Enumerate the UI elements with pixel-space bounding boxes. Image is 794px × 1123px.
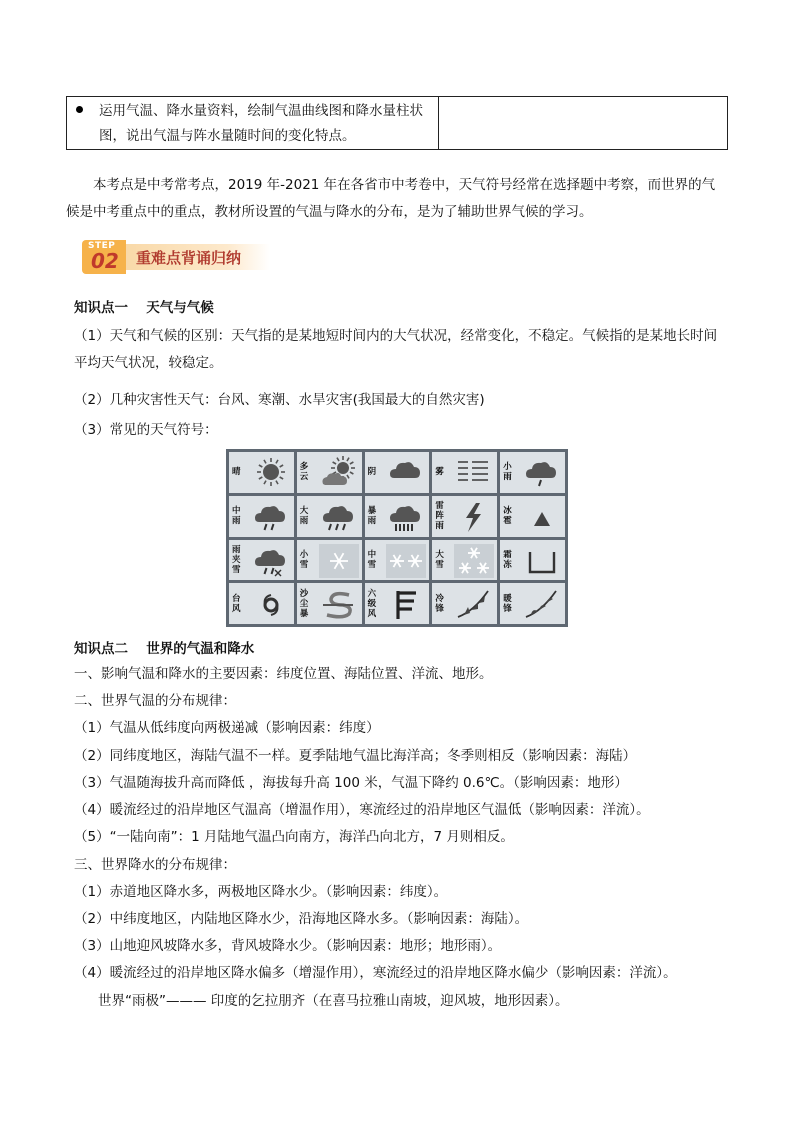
list-item: （3）常见的天气符号： [74, 422, 218, 438]
weather-symbol-cell [500, 496, 565, 537]
rainstorm-icon [386, 500, 426, 534]
weather-symbol-label: 雾 [435, 467, 444, 478]
weather-symbol-cell [500, 452, 565, 493]
weather-symbol-label: 暴雨 [367, 506, 377, 527]
weather-symbol-label: 沙尘暴 [299, 588, 309, 619]
intro-paragraph: 本考点是中考常考点，2019 年-2021 年在各省市中考卷中，天气符号经常在选择题中考察，而世界的气候是中考重点中的重点，教材所设置的气温与降水的分布，是为了辅助世界气候的学习。 [66, 177, 716, 220]
weather-symbol-label: 中雪 [367, 549, 377, 570]
weather-symbol-cell [500, 540, 565, 581]
weather-symbol-label: 六级风 [367, 588, 377, 619]
fog-icon [454, 456, 494, 490]
weather-symbol-label: 大雪 [435, 549, 444, 570]
step-title: 重难点背诵归纳 [136, 249, 242, 267]
wind-force-6-icon [386, 587, 426, 621]
weather-symbol-label: 阴 [367, 467, 377, 478]
light-rain-icon [522, 456, 562, 490]
bullet-icon [76, 106, 83, 113]
list-item: （1）天气和气候的区别：天气指的是某地短时间内的大气状况，经常变化，不稳定。气候指的是某地长时间平均天气状况，较稳定。 [74, 328, 718, 371]
weather-symbol-cell [432, 583, 497, 624]
empty-cell [439, 97, 727, 149]
temp-rules-heading: 二、世界气温的分布规律： [74, 693, 236, 709]
weather-symbol-cell [229, 540, 294, 581]
rain-pole-line: 世界“雨极”——— 印度的乞拉朋齐（在喜马拉雅山南坡，迎风坡，地形因素）。 [98, 993, 569, 1009]
weather-symbol-label: 小雨 [503, 462, 512, 483]
weather-symbol-cell [297, 540, 362, 581]
heavy-rain-icon [319, 500, 359, 534]
list-item: （1）赤道地区降水多，两极地区降水少。（影响因素：纬度）。 [74, 884, 448, 900]
weather-symbol-cell [229, 496, 294, 537]
weather-symbol-cell [432, 452, 497, 493]
weather-symbols-grid [226, 449, 568, 627]
moderate-snow-icon [386, 544, 426, 578]
list-item: （2）同纬度地区，海陆气温不一样。夏季陆地气温比海洋高；冬季则相反（影响因素：海陆） [74, 748, 637, 764]
weather-symbol-label: 中雨 [232, 506, 241, 527]
list-item: （1）气温从低纬度向两极递减（影响因素：纬度） [74, 720, 380, 736]
weather-symbol-label: 大雨 [299, 506, 309, 527]
list-item: （3）气温随海拔升高而降低 ，海拔每升高 100 米，气温下降约 0.6℃。（影响因素：地形） [74, 775, 628, 791]
weather-symbol-cell [297, 496, 362, 537]
weather-symbol-cell [432, 540, 497, 581]
section-heading-temp-precip: 知识点二 世界的气温和降水 [74, 641, 255, 657]
list-item: （3）山地迎风坡降水多，背风坡降水少。（影响因素：地形；地形雨）。 [74, 938, 502, 954]
sun-icon [251, 456, 291, 490]
weather-symbol-label: 暖锋 [503, 593, 512, 614]
weather-symbol-cell [365, 583, 430, 624]
objective-text: 运用气温、降水量资料，绘制气温曲线图和降水量柱状图，说出气温与阵水量随时间的变化特点。 [99, 103, 423, 144]
list-item: （2）几种灾害性天气：台风、寒潮、水旱灾害(我国最大的自然灾害) [74, 392, 485, 408]
weather-symbol-cell [500, 583, 565, 624]
cold-front-icon [454, 587, 494, 621]
weather-symbol-cell [297, 452, 362, 493]
factors-line: 一、影响气温和降水的主要因素：纬度位置、海陆位置、洋流、地形。 [74, 666, 493, 682]
weather-symbol-label: 冷锋 [435, 593, 444, 614]
list-item: （4）暖流经过的沿岸地区降水偏多（增湿作用），寒流经过的沿岸地区降水偏少（影响因素：洋流）。 [74, 965, 677, 981]
heavy-snow-icon [454, 544, 494, 578]
step-number: 02 [91, 249, 119, 273]
list-item: （2）中纬度地区，内陆地区降水少，沿海地区降水多。（影响因素：海陆）。 [74, 911, 529, 927]
weather-symbol-label: 雨夹雪 [232, 544, 241, 575]
overcast-icon [386, 456, 426, 490]
weather-symbol-cell [365, 540, 430, 581]
weather-symbol-label: 小雪 [299, 549, 309, 570]
weather-symbol-label: 台风 [232, 593, 241, 614]
weather-symbol-cell [432, 496, 497, 537]
list-item: （5）“一陆向南”：1 月陆地气温凸向南方，海洋凸向北方，7 月则相反。 [74, 829, 514, 845]
step-banner [82, 240, 270, 274]
warm-front-icon [522, 587, 562, 621]
frost-icon [522, 544, 562, 578]
typhoon-icon [251, 587, 291, 621]
thunderstorm-icon [454, 500, 494, 534]
partly-cloudy-icon [319, 456, 359, 490]
sleet-icon [251, 544, 291, 578]
list-item: （4）暖流经过的沿岸地区气温高（增温作用），寒流经过的沿岸地区气温低（影响因素：洋流）。 [74, 802, 650, 818]
rain-rules-heading: 三、世界降水的分布规律： [74, 857, 236, 873]
weather-symbol-label: 雷阵雨 [435, 501, 444, 532]
weather-symbol-label: 霜冻 [503, 549, 512, 570]
step-title-bar [126, 244, 270, 270]
step-badge [82, 240, 126, 274]
light-snow-icon [319, 544, 359, 578]
weather-symbol-cell [229, 452, 294, 493]
weather-symbol-label: 晴 [232, 467, 241, 478]
objective-cell [67, 97, 439, 149]
hail-icon [522, 500, 562, 534]
step-label: STEP [88, 241, 116, 251]
objective-table [66, 96, 728, 150]
weather-symbol-label: 冰雹 [503, 506, 512, 527]
weather-symbol-cell [297, 583, 362, 624]
weather-symbol-cell [365, 452, 430, 493]
weather-symbol-cell [365, 496, 430, 537]
weather-symbol-cell [229, 583, 294, 624]
weather-symbol-label: 多云 [299, 462, 309, 483]
section-heading-weather-climate: 知识点一 天气与气候 [74, 300, 214, 316]
moderate-rain-icon [251, 500, 291, 534]
sandstorm-icon [319, 587, 359, 621]
